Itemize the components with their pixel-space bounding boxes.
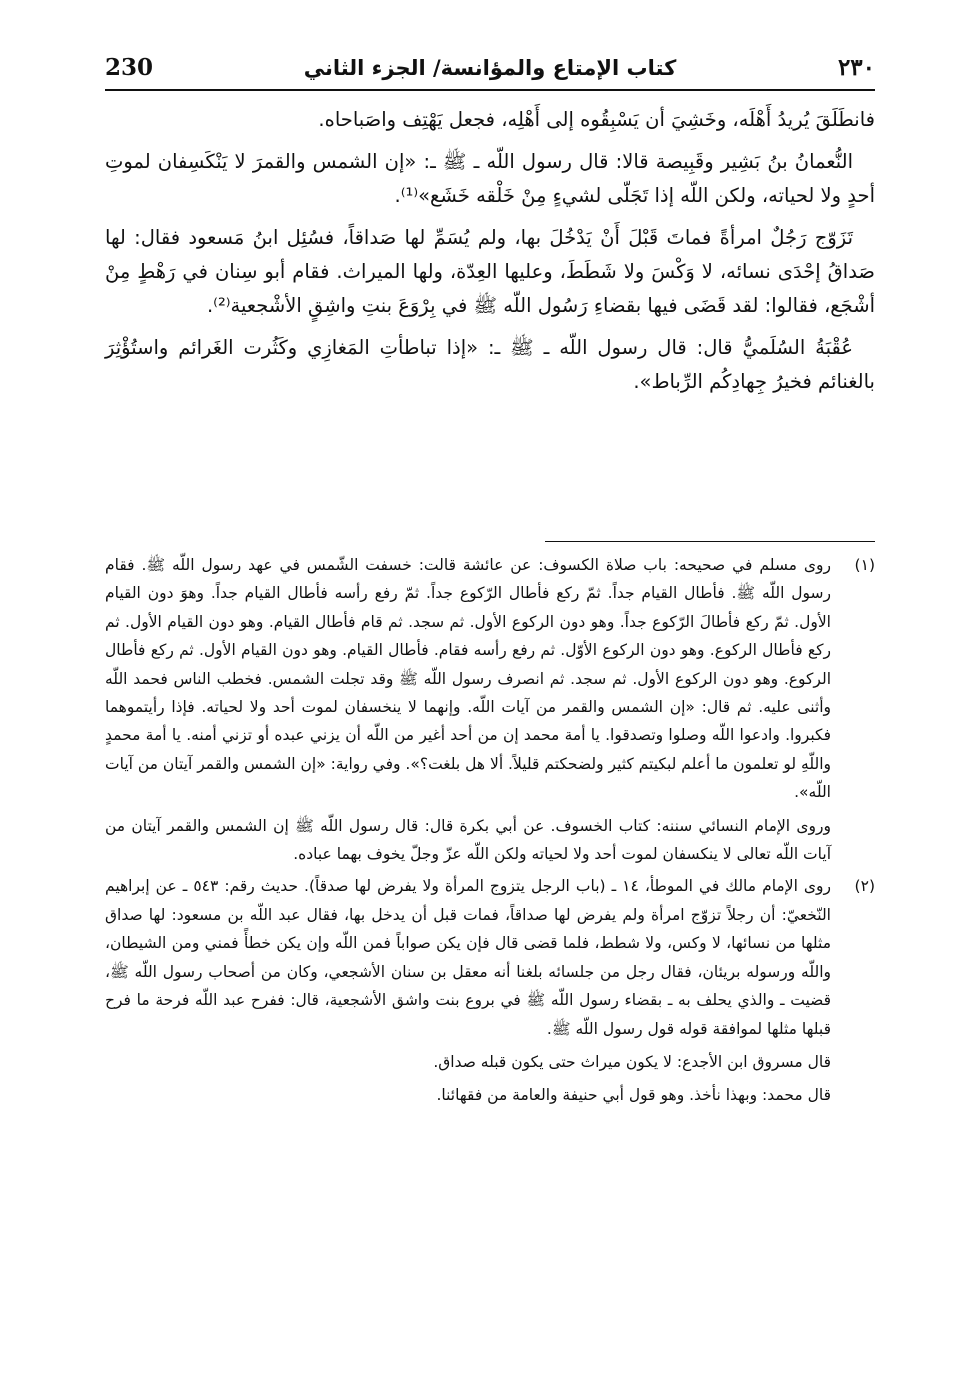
footnotes bbox=[105, 551, 875, 1114]
footnote-2 bbox=[105, 872, 875, 1109]
main-paragraph: النُّعمانُ بنُ بَشِير وقَبِيصة قالا: قال رسول اللّه ـ ﷺ ـ: «إن الشمس والقمرَ لا يَنْكَسِفان لموتِ أحدٍ ولا لحياته، ولكن اللّه إذا تَجَلّى لشيءٍ مِنْ خَلْقه خَشَع»⁽¹⁾. bbox=[105, 150, 875, 207]
header-rule bbox=[105, 89, 875, 91]
footnote-paragraph: وروى الإمام النسائي سننه: كتاب الخسوف. عن أبي بكرة قال: قال رسول اللّه ﷺ إن الشمس والقمر آيتان من آيات اللّه تعالى لا ينكسفان لموت أحد ولا لحياته ولكن اللّه عزّ وجلّ يخوف بهما عباده. bbox=[105, 816, 831, 864]
main-paragraph: تَزَوّج رَجُلٌ امرأةً فماتَ قَبْلَ أَنْ يَدْخُلَ بها، ولم يُسَمِّ لها صَداقاً، فسُئِل ابنُ مَسعود فقال: لها صَداقُ إحْدَى نسائه، لا وَكْسَ ولا شَطَطَ، وعليها العِدّة، ولها الميراث. فقام أبو سِنان في رَهْطٍ مِنْ أشْجَع، فقالوا: لقد قَضَى فيها بقضاءِ رَسُول اللّه ﷺ في بِرْوَعَ بنتِ واشِقٍ الأشْجعية⁽²⁾. bbox=[105, 226, 875, 317]
running-title: كتاب الإمتاع والمؤانسة/ الجزء الثاني bbox=[303, 56, 677, 80]
footnote-number: (٢) bbox=[854, 877, 875, 896]
main-paragraph: عُقْبَةُ السُلَميُّ قال: قال رسول اللّه ـ ﷺ ـ: «إذا تباطأتِ المَغازِي وكَثُرت الغَرائم واستُؤْثِرَ بالغنائم فخيرُ جِهادِكُم الرِّباط». bbox=[105, 336, 875, 393]
footnote-1 bbox=[105, 551, 875, 868]
page-number-arabic: ٢٣٠ bbox=[837, 54, 875, 81]
main-paragraph: فانطَلَقَ يُريدُ أَهْلَه، وخَشِيَ أن يَسْبِقُوه إلى أَهْلِه، فجعل يَهْتِف واصَباحاه. bbox=[318, 108, 875, 131]
footnote-paragraph: قال مسروق ابن الأجدع: لا يكون ميراث حتى يكون قبله صداق. bbox=[433, 1052, 831, 1071]
footnote-paragraph: قال محمد: وبهذا نأخذ. وهو قول أبي حنيفة والعامة من فقهائنا. bbox=[436, 1086, 831, 1105]
page-header bbox=[105, 50, 875, 90]
footnote-paragraph: روى مسلم في صحيحه: باب صلاة الكسوف: عن عائشة قالت: خسفت الشّمس في عهد رسول اللّه ﷺ. فقام رسول اللّه ﷺ. فأطال القيام جداً. ثمّ ركع فأطال الرّكوع جداً. ثمّ رفع رأسه فأطال القيام جداً. وهوَ دون القيام الأول. ثمّ ركع فأطالَ الرّكوع جداً. وهو دون الركوع الأول. ثم سجد. ثم قام فأطال القيام. وهو دون القيام الأول. ثم ركع فأطال الركوع. وهو دون الركوع الأوّل. ثم رفع رأسه فقام. فأطال القيام. وهو دون القيام الأول. ثم ركع فأطال الركوع. وهو دون الركوع الأول. ثم سجد. ثم انصرف رسول اللّه ﷺ وقد تجلت الشمس. فخطب الناس فحمد اللّه وأثنى عليه. ثم قال: «إن الشمس والقمر من آيات اللّه. وإنهما لا ينخسفان لموت أحد ولا لحياته. فإذا رأيتموهما فكبروا. وادعوا اللّه وصلوا وتصدقوا. يا أمة محمد إن من أحد أغير من اللّه أن يزني عبده أو تزني أمنه. يا أمة محمدٍ واللّهِ لو تعلمون ما أعلم لبكيتم كثير ولضحكتم قليلاً. ألا هل بلغت؟». وفي رواية: «إن الشمس والقمر آيتان من آيات اللّه». bbox=[105, 556, 831, 802]
footnote-number: (١) bbox=[854, 556, 875, 574]
footnote-paragraph: روى الإمام مالك في الموطأ، ١٤ ـ (باب الرجل يتزوج المرأة ولا يفرض لها صدقاً). حديث رقم: ٥٤٣ ـ عن إبراهيم النّخعيّ: أن رجلاً تزوّج امرأة ولم يفرض لها صداقاً، فمات قبل أن يدخل بها، فقال عبد اللّه بن مسعود: لها صداق مثلها من نسائها، لا وكس، ولا شطط، فلما قضى قال فإن يكن صواباً فمن اللّه وإن يكن خطأً فمني ومن الشيطان، واللّه ورسوله بريئان، فقال رجل من جلسائه بلغنا أنه معقل بن سنان الأشجعي، وكان من أصحاب رسول اللّه ﷺ، قضيت ـ والذي يحلف به ـ بقضاء رسول اللّه ﷺ في بروع بنت واشق الأشجعية، قال: ففرح عبد اللّه فرحة ما فرح قبلها مثلها لموافقة قوله قول رسول اللّه ﷺ. bbox=[105, 877, 831, 1038]
main-text bbox=[105, 103, 875, 407]
footnote-separator bbox=[545, 541, 875, 542]
page-number-latin: 230 bbox=[105, 54, 154, 81]
